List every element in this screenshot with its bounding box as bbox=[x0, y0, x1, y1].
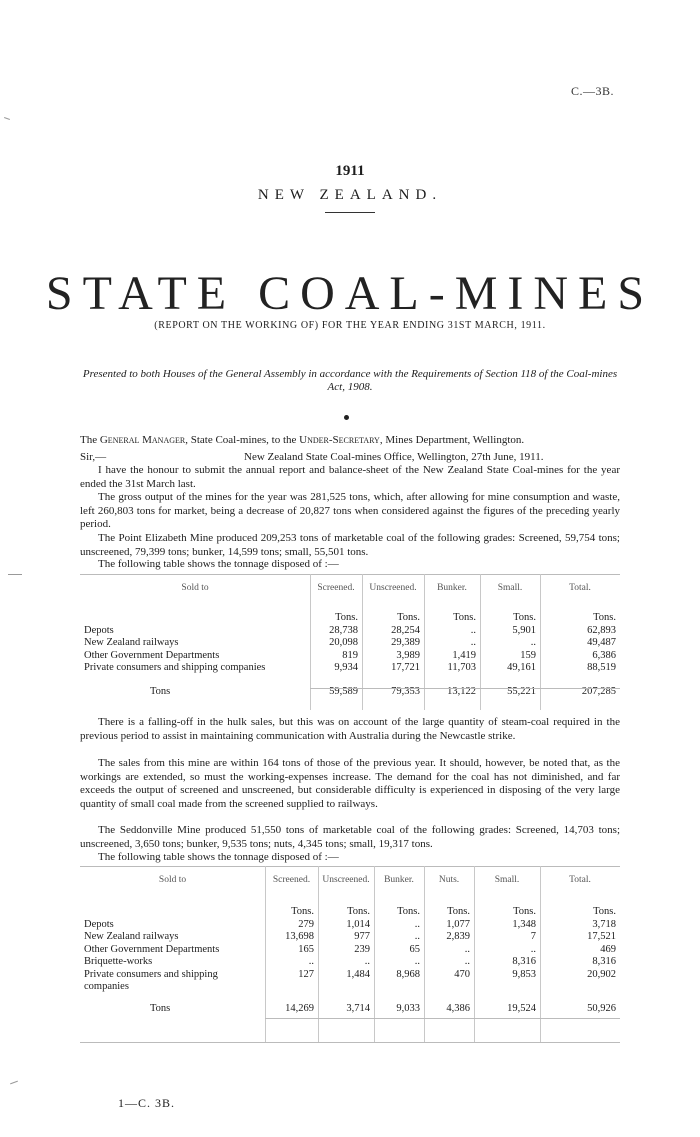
table-cell: 5,901 bbox=[512, 624, 536, 636]
address-text: , State Coal-mines, to the bbox=[185, 434, 300, 446]
column-header: Screened. bbox=[317, 583, 355, 593]
row-label: Depots bbox=[84, 624, 114, 636]
table-cell: 88,519 bbox=[587, 662, 616, 673]
table-units-row bbox=[80, 906, 620, 919]
row-label: New Zealand railways bbox=[84, 637, 179, 648]
table-cell: 1,014 bbox=[346, 918, 370, 930]
table-total-row bbox=[80, 994, 620, 1016]
row-label: Other Government Departments bbox=[84, 649, 220, 661]
scan-mark bbox=[4, 117, 10, 120]
table-units-row bbox=[80, 612, 620, 625]
table-total-row bbox=[80, 675, 620, 699]
table-header-row bbox=[80, 874, 620, 906]
unit-cell: Tons. bbox=[291, 906, 314, 917]
table-row bbox=[80, 650, 620, 663]
row-label: Private consumers and shipping companies bbox=[84, 968, 218, 992]
general-manager: General Manager bbox=[99, 434, 186, 446]
under-secretary: Under-Secretary bbox=[299, 434, 380, 446]
table-point-elizabeth bbox=[80, 582, 620, 699]
table-cell: 9,853 bbox=[512, 968, 536, 980]
column-header: Bunker. bbox=[437, 583, 467, 593]
paragraph-point-elizabeth: The Point Elizabeth Mine produced 209,253 tons of marketable coal of the following grades: Screened, 59,754 tons; unscreened, 79,399 tons; bunker, 14,599 tons; small, 55,501 tons. bbox=[80, 532, 620, 558]
unit-cell: Tons. bbox=[513, 612, 536, 623]
table-row bbox=[80, 625, 620, 638]
table-cell: 20,902 bbox=[587, 968, 616, 980]
row-label: Briquette-works bbox=[84, 956, 153, 967]
column-header: Small. bbox=[494, 875, 520, 885]
total-cell: 13,122 bbox=[447, 686, 476, 697]
table-cell: .. bbox=[414, 956, 420, 967]
presentation-note: Presented to both Houses of the General Assembly in accordance with the Requirements of Section 118 of the Coal-mines Act, 1908. bbox=[82, 368, 618, 393]
total-cell: 19,524 bbox=[507, 1003, 536, 1014]
unit-cell: Tons. bbox=[447, 906, 470, 917]
table-cell: 62,893 bbox=[587, 624, 616, 636]
table-cell: 9,934 bbox=[334, 662, 358, 673]
table-cell: 8,968 bbox=[396, 968, 420, 980]
column-header: Bunker. bbox=[384, 875, 414, 885]
table2-top-rule bbox=[80, 866, 620, 867]
table-cell: .. bbox=[464, 956, 470, 967]
table-cell: 17,521 bbox=[587, 931, 616, 942]
row-label: Other Government Departments bbox=[84, 943, 220, 955]
row-label: Private consumers and shipping companies bbox=[84, 662, 266, 673]
paragraph-seddonville: The Seddonville Mine produced 51,550 tons of marketable coal of the following grades: Screened, 14,703 tons; unscreened, 3,650 tons; bunker, 9,535 tons; nuts, 4,345 tons; small, 19,317 tons. bbox=[80, 824, 620, 850]
total-cell: 79,353 bbox=[391, 686, 420, 697]
column-header: Screened. bbox=[272, 875, 311, 885]
table-cell: .. bbox=[308, 956, 314, 967]
table-cell: 28,254 bbox=[391, 624, 420, 636]
table-cell bbox=[80, 906, 265, 919]
table-row bbox=[80, 919, 620, 932]
table-cell: 977 bbox=[354, 931, 370, 942]
unit-cell: Tons. bbox=[397, 906, 420, 917]
table-cell: 819 bbox=[342, 649, 358, 661]
table-row bbox=[80, 931, 620, 944]
table-cell: 2,839 bbox=[446, 931, 470, 942]
total-cell: 9,033 bbox=[396, 1003, 420, 1014]
table-cell: 20,098 bbox=[329, 637, 358, 648]
table1-total-rule bbox=[310, 688, 620, 689]
column-header: Nuts. bbox=[438, 875, 460, 885]
paragraph-hulk-sales: There is a falling-off in the hulk sales, but this was on account of the large quantity of steam-coal required in the previous period to assist in maintaining communication with Australia during the Newcastle strike. bbox=[80, 716, 620, 742]
table-cell: 1,484 bbox=[346, 968, 370, 980]
table-row bbox=[80, 662, 620, 675]
table-cell: 6,386 bbox=[592, 649, 616, 661]
table-seddonville bbox=[80, 874, 620, 1016]
table-cell: .. bbox=[470, 624, 476, 636]
table-cell: 1,419 bbox=[452, 649, 476, 661]
column-header: Total. bbox=[569, 875, 591, 885]
total-cell: 207,285 bbox=[581, 686, 616, 697]
salutation: Sir,— bbox=[80, 451, 107, 463]
page-footer-reference: 1—C. 3B. bbox=[118, 1096, 176, 1110]
table-cell: 1,348 bbox=[512, 918, 536, 930]
table-row bbox=[80, 944, 620, 957]
row-label: Depots bbox=[84, 918, 114, 930]
table-cell: 165 bbox=[298, 943, 314, 955]
table-cell: 159 bbox=[520, 649, 536, 661]
table2-bottom-rule bbox=[80, 1042, 620, 1043]
table-cell: 13,698 bbox=[285, 931, 314, 942]
table-cell: 3,989 bbox=[396, 649, 420, 661]
ornament-dot bbox=[344, 415, 349, 420]
table-cell: 127 bbox=[298, 968, 314, 980]
document-year: 1911 bbox=[335, 163, 365, 179]
table-cell: .. bbox=[530, 943, 536, 955]
table-cell: 7 bbox=[530, 931, 536, 942]
paragraph-sales: The sales from this mine are within 164 tons of those of the previous year. It should, however, be noted that, as the workings are extended, so must the working-expenses increase. The demand for the coal has not diminished, and far exceeds the output of screened and unscreened, but considerable difficulty is experienced in disposing of the very large quantity of small coal made from the screened supplied to railways. bbox=[80, 757, 620, 810]
table-cell: 8,316 bbox=[592, 956, 616, 967]
table1-top-rule bbox=[80, 574, 620, 575]
document-reference: C.—3B. bbox=[570, 84, 614, 98]
table-cell: 239 bbox=[354, 943, 370, 955]
total-cell: 55,221 bbox=[507, 686, 536, 697]
table2-total-rule bbox=[265, 1018, 620, 1019]
row-label: New Zealand railways bbox=[84, 931, 179, 942]
paragraph-intro: I have the honour to submit the annual report and balance-sheet of the New Zealand State Coal-mines for the year ended the 31st March last. bbox=[80, 464, 620, 490]
table-cell: 49,487 bbox=[587, 637, 616, 648]
paragraph-table-intro-1: The following table shows the tonnage disposed of :— bbox=[98, 558, 339, 570]
unit-cell: Tons. bbox=[347, 906, 370, 917]
scan-mark bbox=[10, 1081, 18, 1085]
table-row bbox=[80, 969, 620, 994]
scan-mark bbox=[8, 574, 22, 575]
letter-address bbox=[80, 434, 620, 448]
paragraph-table-intro-2: The following table shows the tonnage disposed of :— bbox=[98, 851, 339, 863]
table-cell: .. bbox=[464, 943, 470, 955]
unit-cell: Tons. bbox=[513, 906, 536, 917]
unit-cell: Tons. bbox=[453, 612, 476, 623]
table-cell: 279 bbox=[298, 918, 314, 930]
table-cell: .. bbox=[470, 637, 476, 648]
table-row bbox=[80, 956, 620, 969]
unit-cell: Tons. bbox=[593, 612, 616, 623]
table-header-row bbox=[80, 582, 620, 612]
total-cell: 4,386 bbox=[446, 1003, 470, 1014]
table-cell: 1,077 bbox=[446, 918, 470, 930]
column-header: Sold to bbox=[181, 583, 209, 593]
column-header: Unscreened. bbox=[369, 583, 417, 593]
unit-cell: Tons. bbox=[593, 906, 616, 917]
unit-cell: Tons. bbox=[397, 612, 420, 623]
table-cell: .. bbox=[530, 637, 536, 648]
column-header: Unscreened. bbox=[322, 875, 370, 885]
table-cell: 65 bbox=[409, 943, 420, 955]
page-title: STATE COAL-MINES bbox=[45, 267, 655, 320]
report-subtitle: (REPORT ON THE WORKING OF) FOR THE YEAR ENDING 31ST MARCH, 1911. bbox=[154, 320, 546, 331]
table-cell: 470 bbox=[454, 968, 470, 980]
total-label: Tons bbox=[150, 1003, 171, 1014]
table-cell: 11,703 bbox=[447, 662, 476, 673]
table-cell bbox=[80, 612, 310, 625]
column-header: Total. bbox=[569, 583, 591, 593]
total-cell: 59,589 bbox=[329, 686, 358, 697]
table-row bbox=[80, 637, 620, 650]
office-dateline: New Zealand State Coal-mines Office, Wellington, 27th June, 1911. bbox=[244, 451, 544, 463]
column-header: Sold to bbox=[158, 875, 187, 885]
column-header: Small. bbox=[497, 583, 523, 593]
total-cell: 50,926 bbox=[587, 1003, 616, 1014]
table-cell: 49,161 bbox=[507, 662, 536, 673]
table-cell: 469 bbox=[600, 943, 616, 955]
paragraph-output: The gross output of the mines for the year was 281,525 tons, which, after allowing for mine consumption and waste, left 260,803 tons for market, being a decrease of 20,827 tons when considered against the figures of the preceding yearly period. bbox=[80, 491, 620, 530]
unit-cell: Tons. bbox=[335, 612, 358, 623]
table-cell: 3,718 bbox=[592, 918, 616, 930]
country-heading: NEW ZEALAND. bbox=[257, 187, 443, 203]
table-cell: .. bbox=[414, 931, 420, 942]
table-cell: 8,316 bbox=[512, 956, 536, 967]
address-text: , Mines Department, Wellington. bbox=[379, 434, 525, 446]
total-cell: 14,269 bbox=[285, 1003, 314, 1014]
table-cell: .. bbox=[364, 956, 370, 967]
table-cell: .. bbox=[414, 918, 420, 930]
table-cell: 28,738 bbox=[329, 624, 358, 636]
table-cell: 17,721 bbox=[391, 662, 420, 673]
title-divider bbox=[325, 212, 375, 213]
total-label: Tons bbox=[150, 686, 171, 697]
table-cell: 29,389 bbox=[391, 637, 420, 648]
total-cell: 3,714 bbox=[346, 1003, 370, 1014]
address-text: The bbox=[80, 434, 100, 446]
